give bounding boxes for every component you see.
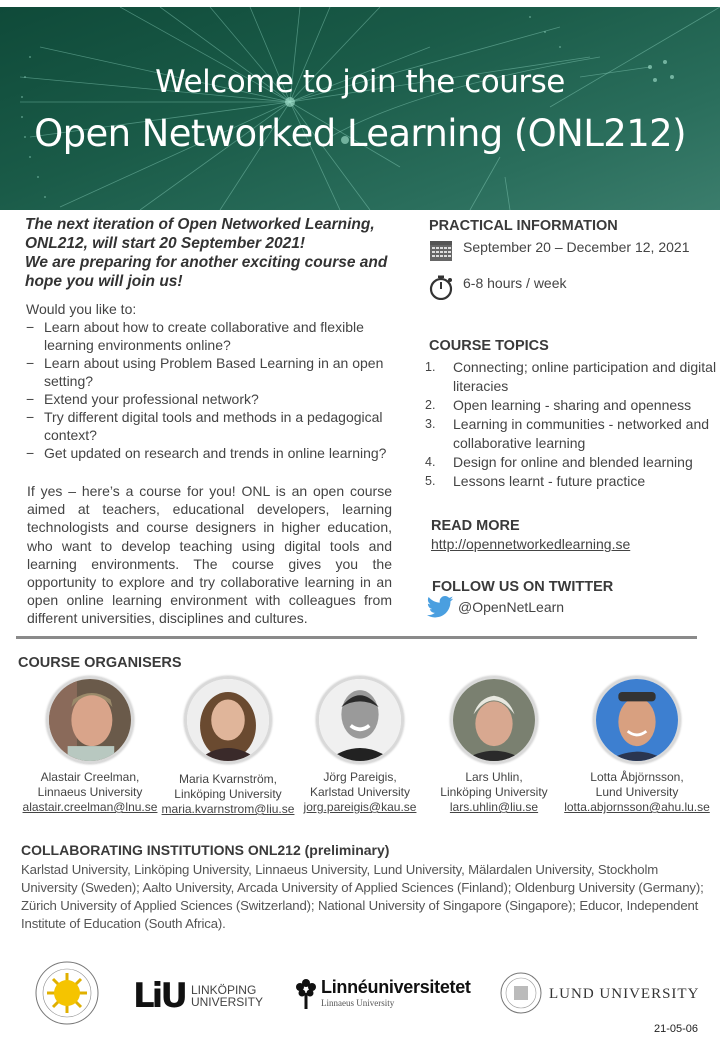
- questions-lead: Would you like to:: [26, 301, 137, 317]
- linkoping-university-logo: [133, 976, 263, 1016]
- topic-text: Open learning - sharing and openness: [453, 397, 692, 413]
- organiser-university: Linnaeus University: [37, 785, 143, 799]
- intro-announcement: [25, 215, 410, 291]
- organiser-university: Karlstad University: [309, 785, 411, 799]
- partner-logos: [0, 960, 720, 1030]
- section-divider: [16, 636, 697, 639]
- lnu-name: Linnéuniversitetet: [321, 977, 471, 997]
- organiser-name: Lars Uhlin,: [465, 770, 523, 784]
- topics-heading: COURSE TOPICS: [429, 338, 549, 354]
- practical-information: [429, 218, 719, 300]
- organiser-email[interactable]: maria.kvarnstrom@liu.se: [161, 802, 295, 816]
- lnu-sub: Linnaeus University: [321, 998, 395, 1008]
- network-pattern-graphic: [0, 7, 720, 210]
- topic-number: 2.: [425, 398, 436, 412]
- organisers-list: [0, 676, 720, 826]
- stopwatch-icon: [429, 274, 455, 300]
- question-item: − Try different digital tools and methods in a pedagogical context?: [26, 408, 396, 444]
- organiser-name: Maria Kvarnström,: [178, 772, 278, 786]
- topic-item: [425, 396, 719, 415]
- lund-university-name: LUND UNIVERSITY: [549, 986, 700, 1002]
- organiser-name: Jörg Pareigis,: [323, 770, 397, 784]
- organiser-card: [557, 676, 717, 815]
- collaborating-heading: COLLABORATING INSTITUTIONS ONL212 (preliminary): [21, 842, 390, 858]
- topic-item: [425, 453, 719, 472]
- organiser-email[interactable]: lotta.abjornsson@ahu.lu.se: [564, 800, 710, 814]
- twitter-handle[interactable]: @OpenNetLearn: [458, 599, 565, 615]
- workload: 6-8 hours / week: [463, 275, 567, 291]
- document-date: 21-05-06: [653, 1023, 698, 1035]
- topic-number: 1.: [425, 360, 436, 374]
- course-dates: September 20 – December 12, 2021: [463, 239, 690, 255]
- topic-item: [425, 472, 719, 491]
- organiser-university: Lund University: [595, 785, 679, 799]
- organiser-university: Linköping University: [174, 787, 282, 801]
- tree-icon: [294, 977, 318, 1009]
- question-item: − Learn about using Problem Based Learning in an open setting?: [26, 354, 396, 390]
- intro-line: We are preparing for another exciting course and hope you will join us!: [25, 254, 388, 290]
- organiser-email[interactable]: alastair.creelman@lnu.se: [22, 800, 158, 814]
- avatar: [46, 676, 134, 764]
- organiser-university: Linköping University: [440, 785, 548, 799]
- course-topics: [425, 338, 719, 491]
- liu-mark: LiU: [133, 976, 185, 1016]
- organiser-card: [10, 676, 170, 815]
- avatar: [184, 676, 272, 764]
- workload-row: [429, 274, 719, 300]
- collaborating-list: Karlstad University, Linköping University, Linnaeus University, Lund University, Mälardalen University, Stockholm University (Sweden); Aalto University, Arcada University of Applied Sciences (Finland); Oldenburg University (Germany); Zürich University of Applied Sciences (Switzerland); National University of Singapore (Singapore); Educor, Independent Institute of Education (South Africa).: [21, 862, 704, 931]
- organiser-name: Lotta Åbjörnsson,: [590, 770, 684, 784]
- avatar: [450, 676, 538, 764]
- calendar-icon: [429, 238, 455, 264]
- questions-list: [26, 300, 396, 462]
- website-link[interactable]: http://opennetworkedlearning.se: [431, 536, 631, 552]
- lund-university-seal: [500, 972, 542, 1014]
- question-item: − Extend your professional network?: [26, 390, 396, 408]
- twitter-section: [432, 579, 613, 618]
- twitter-bird-icon: [426, 596, 454, 618]
- topic-item: [425, 415, 719, 453]
- read-more-section: [431, 518, 630, 552]
- banner-subtitle: Welcome to join the course: [155, 64, 565, 100]
- course-description: If yes – here’s a course for you! ONL is an open course aimed at teachers, educational developers, learning technologists and course designers in higher education, who want to develop teaching using digital tools and learning environments. The course gives you the opportunity to explore and try collaborative learning in an open online learning environment with colleagues from different universities, disciplines and cultures.: [27, 483, 392, 627]
- topic-number: 3.: [425, 417, 436, 431]
- organiser-email[interactable]: lars.uhlin@liu.se: [449, 800, 539, 814]
- topic-text: Design for online and blended learning: [453, 454, 693, 470]
- twitter-handle-row[interactable]: [426, 596, 613, 618]
- collaborating-institutions: [21, 842, 711, 933]
- twitter-heading: FOLLOW US ON TWITTER: [432, 579, 614, 595]
- question-item: − Get updated on research and trends in online learning?: [26, 444, 396, 462]
- topic-text: Learning in communities - networked and collaborative learning: [453, 416, 710, 451]
- header-banner: [0, 7, 720, 210]
- dates-row: [429, 238, 719, 264]
- organisers-heading: COURSE ORGANISERS: [18, 655, 182, 671]
- liu-line2: UNIVERSITY: [190, 995, 263, 1009]
- topic-number: 5.: [425, 474, 436, 488]
- liu-line1: LINKÖPING: [190, 983, 257, 997]
- topic-text: Lessons learnt - future practice: [453, 473, 646, 489]
- karlstad-university-logo: [34, 960, 100, 1026]
- read-more-heading: READ MORE: [431, 518, 520, 534]
- topic-text: Connecting; online participation and digital literacies: [453, 359, 717, 394]
- topic-number: 4.: [425, 455, 436, 469]
- organiser-email[interactable]: jorg.pareigis@kau.se: [303, 800, 417, 814]
- avatar: [316, 676, 404, 764]
- topic-item: [425, 358, 719, 396]
- banner-title: Open Networked Learning (ONL212): [34, 112, 686, 155]
- question-item: − Learn about how to create collaborative and flexible learning environments online?: [26, 318, 396, 354]
- practical-heading: PRACTICAL INFORMATION: [429, 218, 618, 234]
- organiser-name: Alastair Creelman,: [40, 770, 140, 784]
- intro-line: The next iteration of Open Networked Learning, ONL212, will start 20 September 2021!: [25, 216, 375, 252]
- organiser-card: [414, 676, 574, 815]
- linnaeus-university-logo: [294, 977, 471, 1009]
- avatar: [593, 676, 681, 764]
